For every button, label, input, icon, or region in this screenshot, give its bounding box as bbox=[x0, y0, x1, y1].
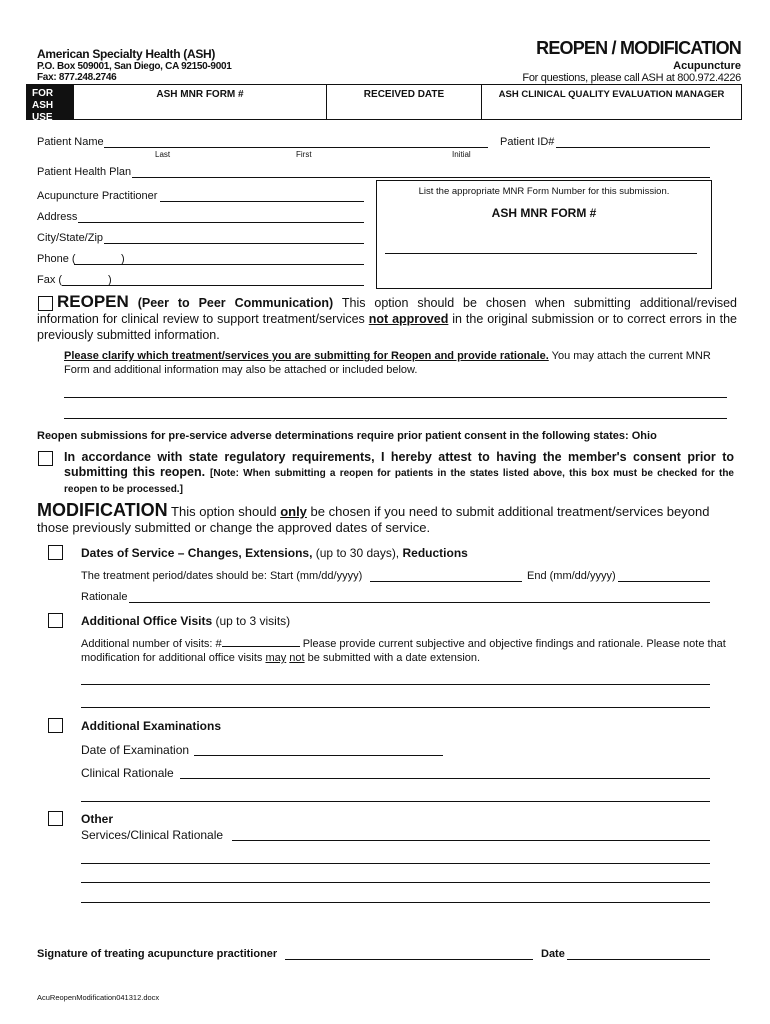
org-fax: Fax: 877.248.2746 bbox=[37, 72, 117, 83]
office-visits-title bbox=[81, 614, 290, 628]
other-checkbox[interactable] bbox=[48, 811, 63, 826]
exam-rationale-label: Clinical Rationale bbox=[81, 766, 174, 780]
fax-field[interactable] bbox=[62, 285, 364, 286]
ash-mnr-form-label: ASH MNR FORM # bbox=[156, 89, 244, 100]
mnr-box-label: ASH MNR FORM # bbox=[491, 206, 597, 220]
end-date-field[interactable] bbox=[618, 581, 710, 582]
reopen-text-a: This option should be chosen when submitting additional/revised information for clinical review to support treatment/services bbox=[37, 296, 737, 326]
visits-findings-line-1[interactable] bbox=[81, 684, 710, 685]
exam-rationale-line-2[interactable] bbox=[81, 801, 710, 802]
visits-text-a: Please provide current subjective and objective findings and rationale. Please note that modification for additional office visits bbox=[81, 638, 726, 664]
date-field[interactable] bbox=[567, 959, 710, 960]
other-rationale-line-2[interactable] bbox=[81, 863, 710, 864]
reopen-text-b: in the original submission or to correct errors in the previously submitted information. bbox=[37, 312, 737, 342]
attest-paragraph bbox=[64, 450, 734, 497]
received-date-label: RECEIVED DATE bbox=[363, 89, 445, 100]
reopen-subtitle: (Peer to Peer Communication) bbox=[137, 296, 334, 310]
clarify-rest: You may attach the current MNR Form and additional information may also be attached or included below. bbox=[64, 350, 711, 376]
for-ash-line1: FOR ASH bbox=[32, 88, 54, 111]
dates-reductions: Reductions bbox=[402, 546, 468, 560]
visits-number-label: Additional number of visits: # bbox=[81, 638, 222, 650]
mnr-instruction: List the appropriate MNR Form Number for this submission. bbox=[418, 186, 670, 197]
patient-name-field[interactable] bbox=[104, 147, 488, 148]
other-rationale-line-3[interactable] bbox=[81, 882, 710, 883]
mnr-number-field[interactable] bbox=[385, 253, 697, 254]
reopen-rationale-line-2[interactable] bbox=[64, 418, 727, 419]
only-emphasis: only bbox=[280, 504, 307, 519]
dates-paren: (up to 30 days), bbox=[315, 546, 400, 560]
address-field[interactable] bbox=[78, 222, 364, 223]
phone-label: Phone ( bbox=[37, 253, 76, 265]
reopen-rationale-line-1[interactable] bbox=[64, 397, 727, 398]
start-date-field[interactable] bbox=[370, 581, 522, 582]
attest-checkbox[interactable] bbox=[38, 451, 53, 466]
patient-id-label: Patient ID# bbox=[500, 136, 555, 148]
exam-rationale-field[interactable] bbox=[180, 778, 710, 779]
examinations-title: Additional Examinations bbox=[81, 719, 222, 733]
fax-close-paren: ) bbox=[108, 274, 112, 286]
end-label: End (mm/dd/yyyy) bbox=[527, 570, 616, 582]
signature-field[interactable] bbox=[285, 959, 533, 960]
phone-close-paren: ) bbox=[121, 253, 125, 265]
rationale-field[interactable] bbox=[129, 602, 710, 603]
footer-code: AcuReopenModification041312.docx bbox=[37, 993, 160, 1002]
examinations-checkbox[interactable] bbox=[48, 718, 63, 733]
phone-field[interactable] bbox=[74, 264, 364, 265]
modification-paragraph bbox=[37, 502, 737, 536]
form-subtitle: Acupuncture bbox=[673, 60, 741, 72]
rationale-label: Rationale bbox=[81, 591, 128, 603]
office-visits-checkbox[interactable] bbox=[48, 613, 63, 628]
health-plan-label: Patient Health Plan bbox=[37, 166, 132, 178]
fax-label: Fax ( bbox=[37, 274, 63, 286]
signature-label: Signature of treating acupuncture practitioner bbox=[37, 948, 278, 960]
initial-label: Initial bbox=[452, 150, 471, 159]
reopen-paragraph bbox=[37, 294, 737, 343]
other-rationale-label: Services/Clinical Rationale bbox=[81, 828, 224, 842]
exam-date-field[interactable] bbox=[194, 755, 443, 756]
for-ash-line2: USE ONLY bbox=[32, 112, 59, 135]
visits-title: Additional Office Visits bbox=[81, 614, 213, 628]
received-date-cell bbox=[327, 84, 482, 120]
dates-of-service-title bbox=[81, 546, 468, 560]
patient-id-field[interactable] bbox=[556, 147, 710, 148]
attest-note: [Note: When submitting a reopen for patients in the states listed above, this box must be checked for the reopen to be processed.] bbox=[64, 468, 734, 495]
health-plan-field[interactable] bbox=[132, 177, 710, 178]
address-label: Address bbox=[37, 211, 78, 223]
modification-text-a: This option should bbox=[171, 504, 277, 519]
last-label: Last bbox=[155, 150, 171, 159]
visits-number-field[interactable] bbox=[222, 646, 300, 647]
city-field[interactable] bbox=[104, 243, 364, 244]
patient-name-label: Patient Name bbox=[37, 136, 104, 148]
ash-mnr-form-cell bbox=[74, 84, 327, 120]
quality-manager-label: ASH CLINICAL QUALITY EVALUATION MANAGER bbox=[498, 89, 725, 100]
visits-not: not bbox=[289, 652, 305, 664]
consent-states: Reopen submissions for pre-service adverse determinations require prior patient consent in the following states: Ohio bbox=[37, 430, 657, 442]
visits-may: may bbox=[265, 652, 287, 664]
modification-text-b: be chosen if you need to submit additional treatment/services beyond those previously submitted or change the approved dates of service. bbox=[37, 504, 710, 535]
dates-title: Dates of Service – Changes, Extensions, bbox=[81, 546, 313, 560]
not-approved: not approved bbox=[368, 312, 449, 326]
visits-text-b: be submitted with a date extension. bbox=[307, 652, 481, 664]
questions-phone: For questions, please call ASH at 800.972.4226 bbox=[522, 72, 741, 84]
form-title: REOPEN / MODIFICATION bbox=[536, 38, 741, 58]
visits-paren: (up to 3 visits) bbox=[215, 614, 291, 628]
practitioner-label: Acupuncture Practitioner bbox=[37, 190, 158, 202]
other-rationale-field[interactable] bbox=[232, 840, 710, 841]
first-label: First bbox=[296, 150, 312, 159]
city-label: City/State/Zip bbox=[37, 232, 104, 244]
other-title: Other bbox=[81, 812, 114, 826]
quality-manager-cell bbox=[482, 84, 742, 120]
visits-findings-line-2[interactable] bbox=[81, 707, 710, 708]
date-label: Date bbox=[541, 948, 565, 960]
org-address: P.O. Box 509001, San Diego, CA 92150-9001 bbox=[37, 61, 232, 72]
attest-text: In accordance with state regulatory requirements, I hereby attest to having the member's consent prior to submitting this reopen. bbox=[64, 450, 734, 479]
exam-date-label: Date of Examination bbox=[81, 743, 190, 757]
for-ash-use-only bbox=[26, 84, 74, 135]
modification-title: MODIFICATION bbox=[37, 500, 168, 520]
clarify-paragraph bbox=[64, 349, 736, 377]
practitioner-field[interactable] bbox=[160, 201, 364, 202]
visits-paragraph bbox=[81, 637, 736, 665]
period-label: The treatment period/dates should be: Start (mm/dd/yyyy) bbox=[81, 570, 363, 582]
mnr-form-box bbox=[376, 180, 712, 289]
reopen-title: REOPEN bbox=[57, 292, 129, 311]
org-name: American Specialty Health (ASH) bbox=[37, 47, 216, 61]
clarify-bold: Please clarify which treatment/services you are submitting for Reopen and provide rationale. bbox=[64, 350, 549, 362]
dates-of-service-checkbox[interactable] bbox=[48, 545, 63, 560]
other-rationale-line-4[interactable] bbox=[81, 902, 710, 903]
